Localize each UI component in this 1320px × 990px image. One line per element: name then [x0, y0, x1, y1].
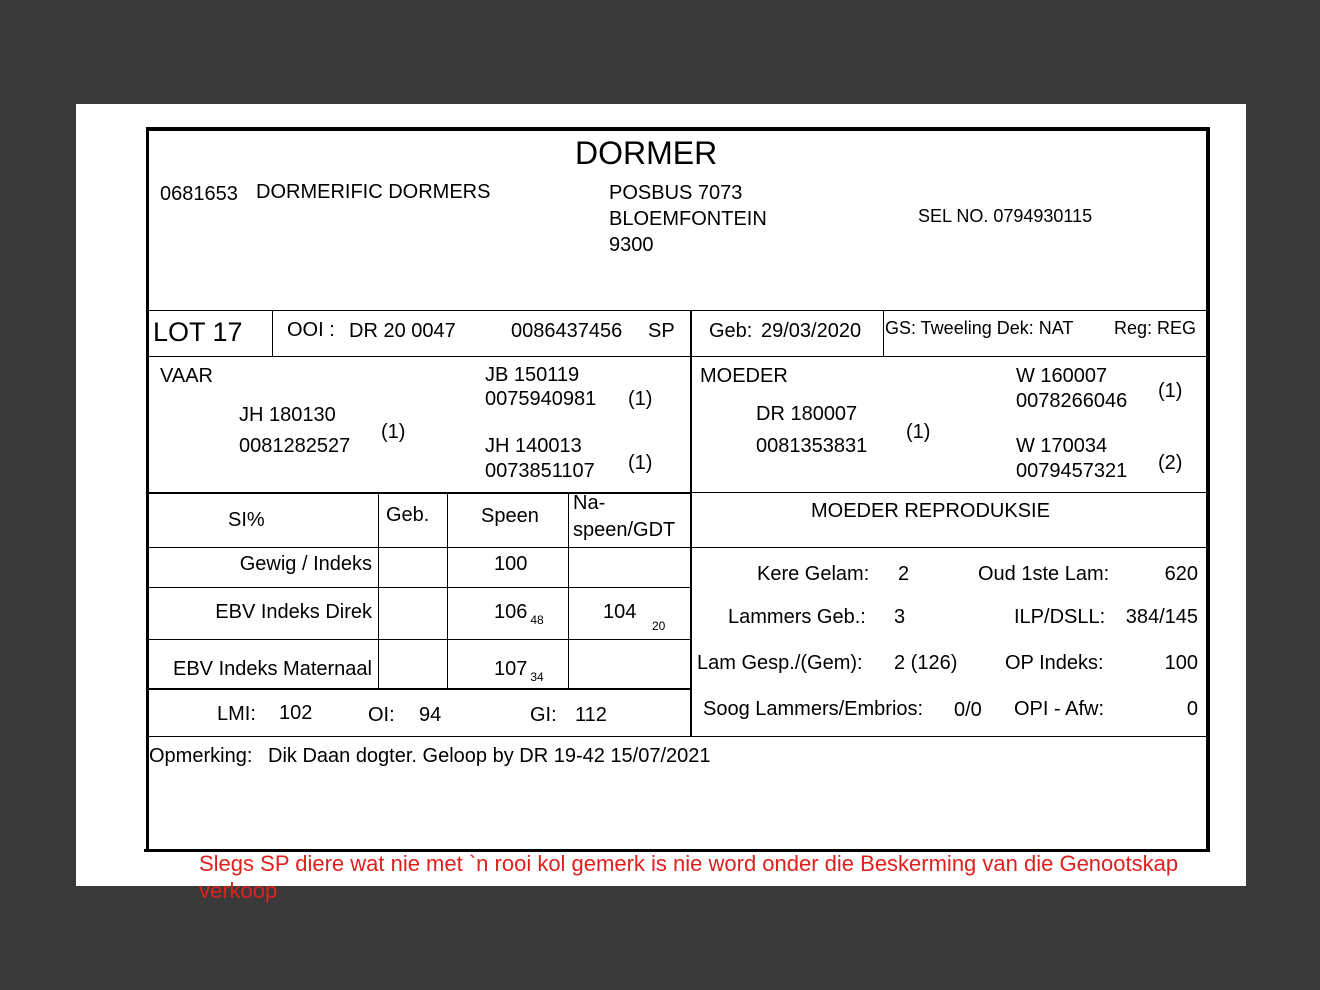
divider-si-v1 — [378, 493, 379, 689]
divider-gs-v — [883, 310, 884, 356]
divider-pedigree — [149, 492, 692, 494]
row-label: Gewig / Indeks — [239, 553, 372, 575]
reg-info: Reg: REG — [1114, 318, 1197, 338]
row-label: EBV Indeks Direk — [215, 601, 372, 623]
paternal-grandsire-number: 0075940981 — [485, 388, 597, 410]
speen-value-main: 106 — [494, 601, 528, 623]
gi-label: GI: — [530, 704, 557, 726]
naspeen-header-line2: speen/GDT — [573, 519, 676, 541]
opi-value: 0 — [1186, 698, 1198, 720]
divider-si-header — [149, 547, 1206, 548]
speen-value: 100 — [494, 553, 528, 575]
divider-lot-v — [272, 310, 273, 356]
oi-label: OI: — [368, 704, 395, 726]
speen-value — [494, 658, 544, 684]
maternal-grandsire-flag: (1) — [1158, 380, 1183, 402]
ilp-value: 384/145 — [1125, 606, 1198, 628]
speen-value — [494, 601, 544, 627]
speen-header: Speen — [481, 505, 539, 527]
divider-si-bottom — [149, 688, 692, 690]
si-header: SI% — [228, 509, 265, 531]
geb-header: Geb. — [386, 504, 430, 526]
kere-gelam-value: 2 — [898, 563, 910, 585]
card-border-top — [146, 127, 1210, 131]
paternal-granddam-flag: (1) — [628, 452, 653, 474]
moeder-label: MOEDER — [700, 365, 788, 387]
maternal-grandsire-id: W 160007 — [1016, 365, 1108, 387]
geb-label: Geb: — [709, 320, 753, 342]
dam-id: DR 180007 — [756, 403, 858, 425]
breeder-number: 0681653 — [160, 183, 238, 205]
card-border-left — [146, 127, 149, 851]
dam-number: 0081353831 — [756, 435, 868, 457]
lmi-value: 102 — [279, 702, 313, 724]
oud-lam-value: 620 — [1164, 563, 1198, 585]
gs-info: GS: Tweeling Dek: NAT — [885, 318, 1074, 338]
divider-si-v3 — [568, 493, 569, 689]
op-label: OP Indeks: — [1005, 652, 1104, 674]
paternal-grandsire-flag: (1) — [628, 388, 653, 410]
ooi-id: DR 20 0047 — [349, 320, 456, 342]
oud-lam-label: Oud 1ste Lam: — [978, 563, 1110, 585]
maternal-granddam-flag: (2) — [1158, 452, 1183, 474]
lam-gesp-label: Lam Gesp./(Gem): — [697, 652, 863, 674]
divider-remark — [149, 736, 1206, 737]
lot-number: LOT 17 — [153, 317, 243, 347]
dam-flag: (1) — [906, 421, 931, 443]
maternal-granddam-number: 0079457321 — [1016, 460, 1128, 482]
sire-flag: (1) — [381, 421, 406, 443]
divider-header — [149, 310, 1206, 311]
naspeen-header-line1: Na- — [573, 492, 606, 514]
paternal-granddam-number: 0073851107 — [485, 460, 595, 482]
divider-row2 — [149, 639, 692, 640]
reproduction-title: MOEDER REPRODUKSIE — [811, 500, 1050, 522]
lam-gesp-value: 2 (126) — [894, 652, 958, 674]
paternal-grandsire-id: JB 150119 — [485, 364, 580, 386]
catalogue-page — [76, 104, 1246, 903]
sire-number: 0081282527 — [239, 435, 351, 457]
speen-accuracy: 34 — [530, 670, 544, 684]
speen-accuracy: 48 — [530, 613, 544, 627]
ooi-label: OOI : — [287, 319, 335, 341]
address-line3: 9300 — [609, 234, 654, 256]
divider-center-v — [690, 310, 692, 736]
card-border-right — [1206, 127, 1210, 851]
footer-note: Slegs SP diere wat nie met `n rooi kol gemerk is nie word onder die Beskerming van die Genootskap verkoop — [199, 851, 1179, 903]
divider-pedigree-right — [691, 492, 1206, 493]
lammers-geb-label: Lammers Geb.: — [728, 606, 866, 628]
ilp-label: ILP/DSLL: — [1014, 606, 1106, 628]
remark-text: Dik Daan dogter. Geloop by DR 19-42 15/07/2021 — [268, 745, 711, 767]
sel-number: SEL NO. 0794930115 — [918, 206, 1093, 226]
ooi-number: 0086437456 — [511, 320, 623, 342]
vaar-label: VAAR — [160, 365, 213, 387]
naspeen-accuracy: 20 — [652, 619, 666, 633]
divider-row1 — [149, 587, 692, 588]
maternal-granddam-id: W 170034 — [1016, 435, 1108, 457]
divider-si-v2 — [447, 493, 448, 689]
oi-value: 94 — [419, 704, 442, 726]
maternal-grandsire-number: 0078266046 — [1016, 390, 1128, 412]
lmi-label: LMI: — [217, 703, 256, 725]
gi-value: 112 — [575, 704, 607, 726]
op-value: 100 — [1164, 652, 1198, 674]
paternal-granddam-id: JH 140013 — [485, 435, 582, 457]
soog-value: 0/0 — [954, 699, 982, 721]
lammers-geb-value: 3 — [894, 606, 906, 628]
address-line1: POSBUS 7073 — [609, 182, 743, 204]
breeder-name: DORMERIFIC DORMERS — [256, 181, 491, 203]
sire-id: JH 180130 — [239, 404, 336, 426]
row-label: EBV Indeks Maternaal — [173, 658, 372, 680]
kere-gelam-label: Kere Gelam: — [757, 563, 870, 585]
remark-label: Opmerking: — [149, 745, 253, 767]
naspeen-value: 104 — [603, 601, 637, 623]
breed-title: DORMER — [575, 135, 718, 171]
soog-label: Soog Lammers/Embrios: — [703, 698, 924, 720]
address-line2: BLOEMFONTEIN — [609, 208, 767, 230]
speen-value-main: 107 — [494, 658, 528, 680]
divider-lot — [149, 356, 1206, 357]
ooi-code: SP — [648, 320, 675, 342]
geb-date: 29/03/2020 — [761, 320, 862, 342]
opi-label: OPI - Afw: — [1014, 698, 1105, 720]
